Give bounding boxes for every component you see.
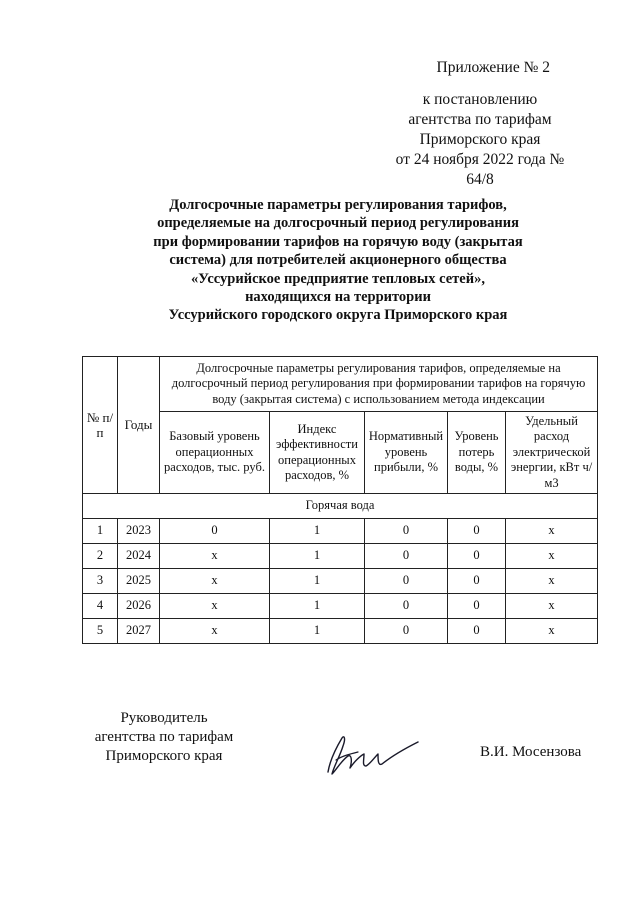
column-header-water-loss: Уровень потерь воды, % [448, 412, 506, 494]
cell-base-costs: x [160, 619, 270, 644]
cell-water-loss: 0 [448, 594, 506, 619]
table-row [83, 619, 598, 644]
column-header-energy-consumption: Удельный расход электрической энергии, кВт ч/м3 [506, 412, 598, 494]
cell-profit-level: 0 [365, 594, 448, 619]
cell-year: 2023 [118, 519, 160, 544]
appendix-line: к постановлению [422, 91, 538, 108]
position-line: Руководитель [120, 710, 208, 726]
cell-water-loss: 0 [448, 569, 506, 594]
title-line: система) для потребителей акционерного общества [169, 252, 507, 269]
position-line: агентства по тарифам [94, 729, 234, 745]
cell-water-loss: 0 [448, 544, 506, 569]
column-header-profit-level: Нормативный уровень прибыли, % [365, 412, 448, 494]
cell-water-loss: 0 [448, 619, 506, 644]
appendix-block [380, 58, 580, 190]
signatory-position [84, 709, 244, 766]
appendix-line: Приморского края [419, 131, 541, 148]
title-line: определяемые на долгосрочный период регулирования [157, 215, 519, 232]
appendix-reference [380, 90, 580, 190]
cell-efficiency-index: 1 [270, 594, 365, 619]
column-header-number: № п/п [83, 357, 118, 494]
group-header: Долгосрочные параметры регулирования тарифов, определяемые на долгосрочный период регулирования при формировании тарифов на горячую воду (закрытая система) с использованием метода индексации [160, 357, 598, 412]
appendix-line: агентства по тарифам [408, 111, 552, 128]
cell-base-costs: x [160, 569, 270, 594]
column-header-efficiency-index: Индекс эффективности операционных расходов, % [270, 412, 365, 494]
cell-profit-level: 0 [365, 544, 448, 569]
cell-year: 2024 [118, 544, 160, 569]
cell-number: 5 [83, 619, 118, 644]
appendix-line: от 24 ноября 2022 года № 64/8 [395, 151, 565, 188]
cell-year: 2025 [118, 569, 160, 594]
cell-number: 2 [83, 544, 118, 569]
column-header-years: Годы [118, 357, 160, 494]
cell-energy-consumption: x [506, 569, 598, 594]
cell-year: 2027 [118, 619, 160, 644]
table-row [83, 544, 598, 569]
cell-energy-consumption: x [506, 519, 598, 544]
cell-efficiency-index: 1 [270, 619, 365, 644]
cell-number: 1 [83, 519, 118, 544]
cell-water-loss: 0 [448, 519, 506, 544]
table-row [83, 594, 598, 619]
title-line: находящихся на территории [245, 289, 431, 306]
cell-energy-consumption: x [506, 594, 598, 619]
cell-energy-consumption: x [506, 619, 598, 644]
cell-efficiency-index: 1 [270, 544, 365, 569]
subheader-row [83, 412, 598, 494]
cell-base-costs: x [160, 544, 270, 569]
cell-base-costs: 0 [160, 519, 270, 544]
cell-number: 3 [83, 569, 118, 594]
cell-profit-level: 0 [365, 519, 448, 544]
column-header-base-costs: Базовый уровень операционных расходов, тыс. руб. [160, 412, 270, 494]
section-label: Горячая вода [83, 494, 598, 519]
document-title [90, 196, 586, 325]
parameters-table [82, 356, 598, 644]
appendix-title: Приложение № 2 [436, 59, 550, 76]
title-line: «Уссурийское предприятие тепловых сетей», [191, 270, 485, 287]
cell-efficiency-index: 1 [270, 519, 365, 544]
header-row [83, 357, 598, 412]
position-line: Приморского края [105, 748, 223, 764]
table-row [83, 519, 598, 544]
cell-efficiency-index: 1 [270, 569, 365, 594]
cell-year: 2026 [118, 594, 160, 619]
cell-profit-level: 0 [365, 569, 448, 594]
cell-energy-consumption: x [506, 544, 598, 569]
cell-number: 4 [83, 594, 118, 619]
signatory-name: В.И. Мосензова [480, 744, 582, 760]
title-line: при формировании тарифов на горячую воду (закрытая [153, 233, 523, 250]
title-line: Уссурийского городского округа Приморского края [168, 307, 508, 324]
cell-profit-level: 0 [365, 619, 448, 644]
title-line: Долгосрочные параметры регулирования тарифов, [169, 197, 507, 213]
cell-base-costs: x [160, 594, 270, 619]
section-row [83, 494, 598, 519]
table-row [83, 569, 598, 594]
handwritten-signature [322, 730, 422, 778]
